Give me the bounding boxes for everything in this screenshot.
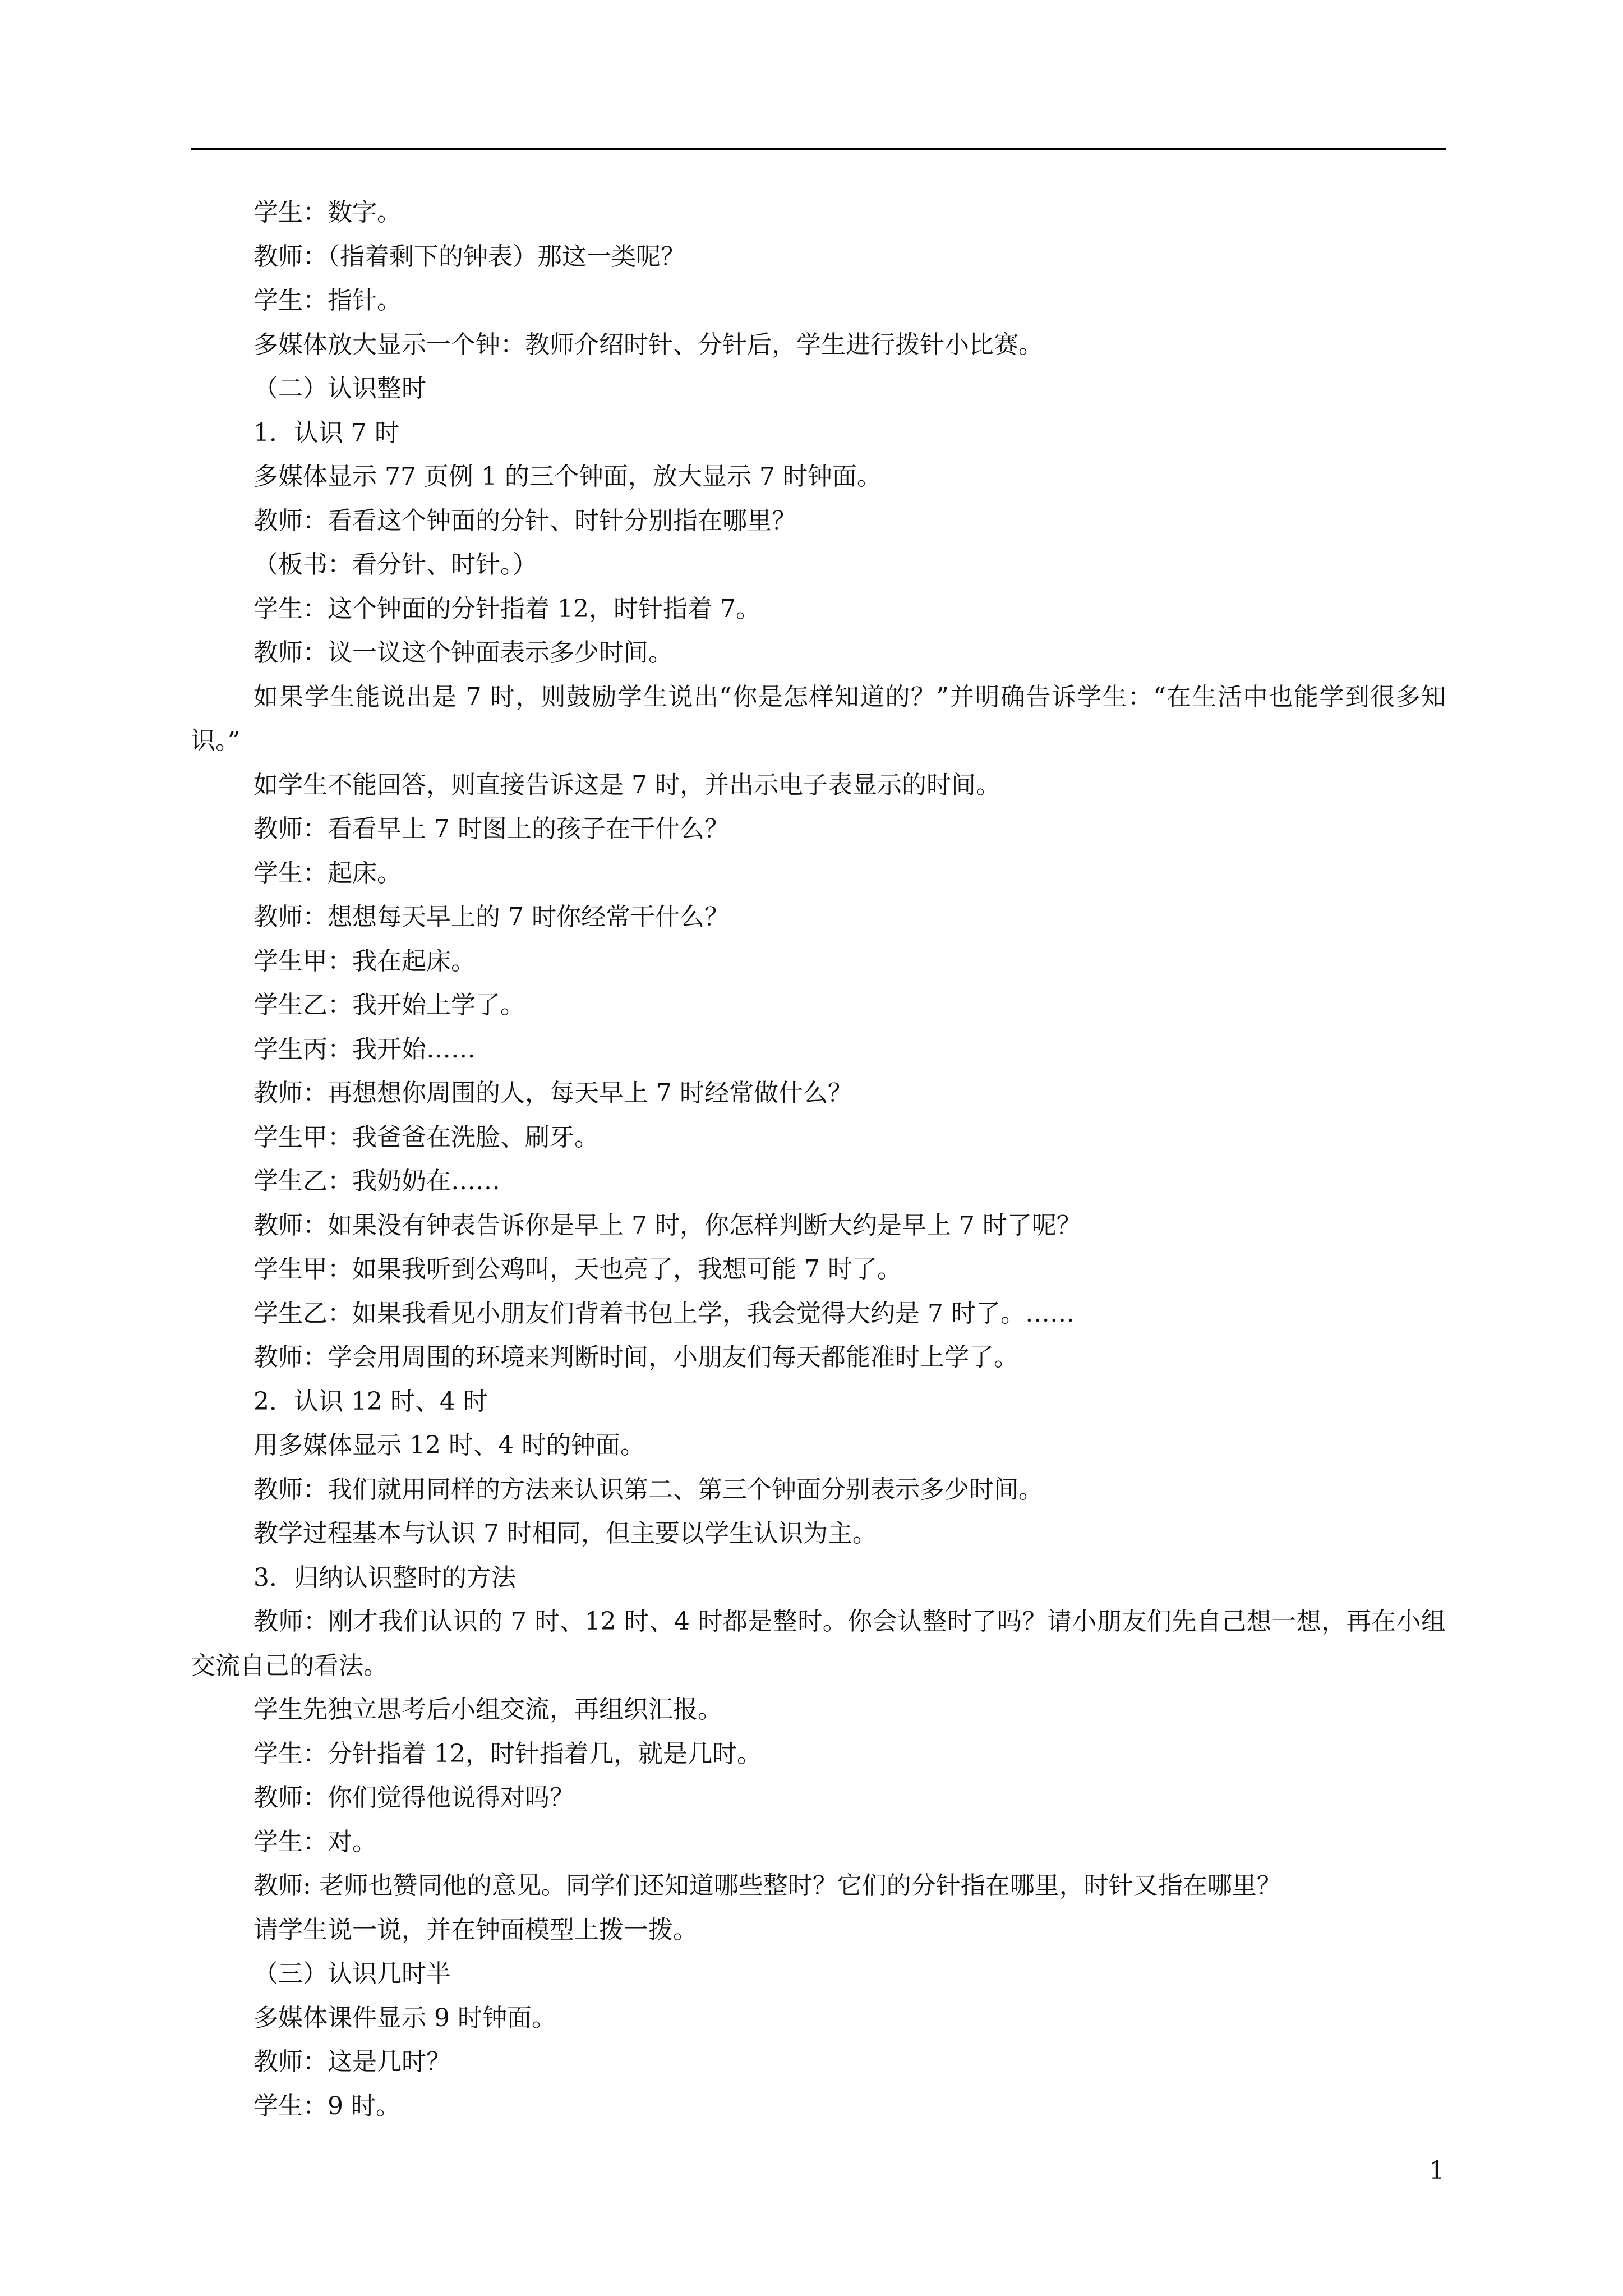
paragraph: 学生甲：我爸爸在洗脸、刷牙。 xyxy=(253,1122,599,1152)
paragraph: 学生：指针。 xyxy=(253,286,402,315)
paragraph: 学生：9 时。 xyxy=(253,2091,400,2120)
paragraph: 学生先独立思考后小组交流，再组织汇报。 xyxy=(253,1695,722,1724)
paragraph: 多媒体放大显示一个钟：教师介绍时针、分针后，学生进行拨针小比赛。 xyxy=(253,330,1043,359)
paragraph: 教学过程基本与认识 7 时相同，但主要以学生认识为主。 xyxy=(253,1519,877,1548)
paragraph: 用多媒体显示 12 时、4 时的钟面。 xyxy=(253,1431,645,1460)
paragraph: 多媒体课件显示 9 时钟面。 xyxy=(253,2003,556,2032)
paragraph: （板书：看分针、时针。） xyxy=(253,550,537,579)
paragraph: 学生甲：如果我听到公鸡叫，天也亮了，我想可能 7 时了。 xyxy=(253,1255,902,1283)
header-rule xyxy=(191,148,1446,150)
paragraph: 教师：议一议这个钟面表示多少时间。 xyxy=(253,638,673,667)
paragraph: （二）认识整时 xyxy=(253,374,426,403)
paragraph: 教师：想想每天早上的 7 时你经常干什么？ xyxy=(253,903,729,931)
paragraph: 教师：看看这个钟面的分针、时针分别指在哪里？ xyxy=(253,506,796,535)
paragraph: 学生：数字。 xyxy=(253,198,402,227)
paragraph: 教师：这是几时？ xyxy=(253,2047,451,2076)
paragraph: 如学生不能回答，则直接告诉这是 7 时，并出示电子表显示的时间。 xyxy=(253,770,1000,799)
document-body xyxy=(191,191,1446,2128)
paragraph: 教师：看看早上 7 时图上的孩子在干什么？ xyxy=(253,815,729,843)
paragraph: 2．认识 12 时、4 时 xyxy=(253,1387,488,1416)
paragraph: 教师：我们就用同样的方法来认识第二、第三个钟面分别表示多少时间。 xyxy=(253,1475,1043,1504)
paragraph: 多媒体显示 77 页例 1 的三个钟面，放大显示 7 时钟面。 xyxy=(253,462,882,491)
paragraph: 学生乙：如果我看见小朋友们背着书包上学，我会觉得大约是 7 时了。…… xyxy=(253,1299,1075,1328)
paragraph: 学生甲：我在起床。 xyxy=(253,946,476,976)
paragraph: 学生：对。 xyxy=(253,1827,377,1856)
paragraph: 学生乙：我开始上学了。 xyxy=(253,991,525,1019)
paragraph: 教师：再想想你周围的人，每天早上 7 时经常做什么？ xyxy=(253,1079,852,1107)
paragraph: 教师: 老师也赞同他的意见。同学们还知道哪些整时？它们的分针指在哪里，时针又指在哪里？ xyxy=(253,1871,1281,1900)
paragraph: 如果学生能说出是 7 时，则鼓励学生说出“你是怎样知道的？”并明确告诉学生：“在生活中也能学到很多知识。” xyxy=(191,682,1446,755)
paragraph: 学生：起床。 xyxy=(253,858,402,887)
paragraph: 学生丙：我开始…… xyxy=(253,1034,476,1064)
paragraph: 教师：（指着剩下的钟表）那这一类呢？ xyxy=(253,242,685,271)
paragraph: 学生：这个钟面的分针指着 12，时针指着 7。 xyxy=(253,594,760,623)
paragraph: 学生乙：我奶奶在…… xyxy=(253,1167,500,1195)
paragraph: 教师：学会用周围的环境来判断时间，小朋友们每天都能准时上学了。 xyxy=(253,1343,1018,1372)
paragraph: （三）认识几时半 xyxy=(253,1959,451,1988)
paragraph: 请学生说一说，并在钟面模型上拨一拨。 xyxy=(253,1915,698,1944)
paragraph: 3．归纳认识整时的方法 xyxy=(253,1563,516,1592)
paragraph: 1．认识 7 时 xyxy=(253,418,399,447)
page-number: 1 xyxy=(1429,2156,1445,2185)
paragraph: 教师：你们觉得他说得对吗？ xyxy=(253,1783,574,1812)
paragraph: 学生：分针指着 12，时针指着几，就是几时。 xyxy=(253,1739,762,1768)
paragraph: 教师：刚才我们认识的 7 时、12 时、4 时都是整时。你会认整时了吗？请小朋友们先自己想一想，再在小组交流自己的看法。 xyxy=(191,1607,1446,1680)
paragraph: 教师：如果没有钟表告诉你是早上 7 时，你怎样判断大约是早上 7 时了呢？ xyxy=(253,1211,1081,1240)
